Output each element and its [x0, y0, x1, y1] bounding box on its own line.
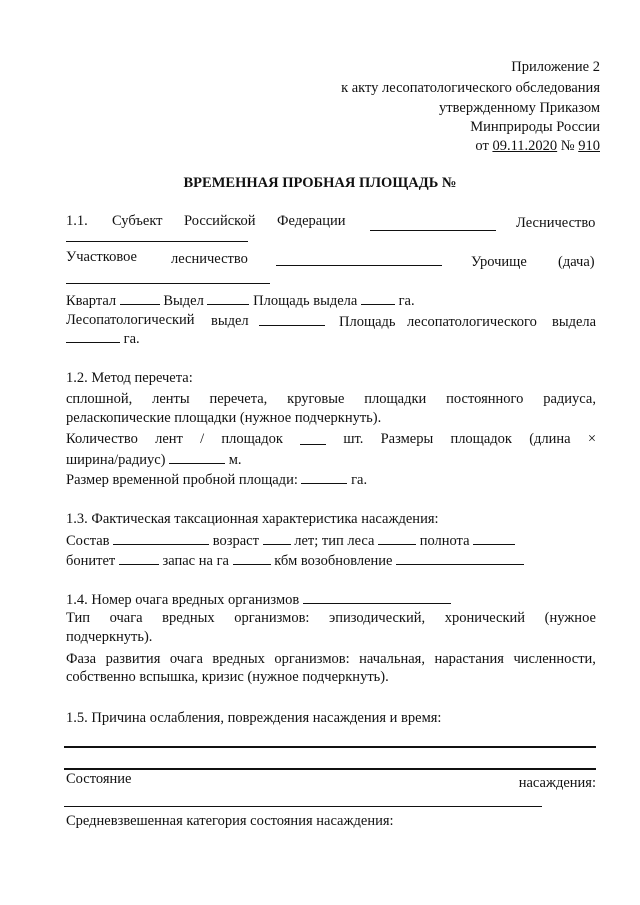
word: начальная, [359, 651, 425, 667]
header-date-line: от 09.11.2020 № 910 [475, 138, 600, 154]
word: возраст [212, 533, 259, 549]
phase-line-2: собственно вспышка, кризис (нужное подчеркнуть). [66, 669, 389, 685]
urochishche-blank[interactable] [66, 283, 270, 284]
word: Лесопатологический [66, 312, 195, 328]
word: га. [123, 331, 140, 347]
lpv-blank[interactable] [259, 325, 325, 326]
word: организмов: [234, 610, 310, 626]
count-line [66, 430, 596, 448]
state-blank[interactable] [64, 806, 542, 807]
kvartal-blank[interactable] [120, 290, 160, 305]
word: (дача) [558, 254, 595, 270]
word: эпизодический, [329, 610, 426, 626]
word: 1.4. Номер очага вредных организмов [66, 592, 300, 608]
word: численности, [513, 651, 596, 667]
focus-number-blank[interactable] [303, 589, 451, 604]
focus-number-line [66, 589, 451, 609]
word: бонитет [66, 553, 116, 569]
district-lesnichestvo-blank[interactable] [276, 265, 442, 266]
word: Количество [66, 431, 138, 447]
size-blank[interactable] [169, 449, 225, 464]
subject-blank[interactable] [370, 230, 496, 231]
word: выдел [211, 313, 249, 329]
word: полнота [419, 533, 470, 549]
word: (длина [529, 431, 571, 447]
word: вредных [162, 610, 215, 626]
word: перечета, [209, 391, 268, 407]
word: га. [351, 472, 368, 488]
word: постоянного [446, 391, 524, 407]
page-title: ВРЕМЕННАЯ ПРОБНАЯ ПЛОЩАДЬ № [183, 175, 457, 191]
word: Фаза [66, 651, 97, 667]
word: вредных [212, 651, 265, 667]
word: очага [109, 610, 143, 626]
word: Субъект [112, 213, 163, 229]
section-1-5-heading: 1.5. Причина ослабления, повреждения насаждения и время: [66, 710, 442, 726]
word: Размеры [380, 431, 434, 447]
word: Размер временной пробной площади: [66, 472, 298, 488]
word: га. [398, 293, 415, 309]
word: м. [228, 452, 242, 468]
videl-blank[interactable] [207, 290, 249, 305]
probe-size-blank[interactable] [301, 469, 347, 484]
cause-blank-2[interactable] [64, 768, 596, 770]
word: лент [155, 431, 183, 447]
header-number: 910 [578, 138, 600, 154]
word: лесопатологического [407, 314, 537, 330]
cause-blank-1[interactable] [64, 746, 596, 748]
word: хронический [444, 610, 526, 626]
word: Российской [184, 213, 256, 229]
word: Лесничество [516, 215, 596, 231]
probe-size-line [66, 469, 367, 489]
stock-blank[interactable] [233, 550, 271, 565]
lesnichestvo-blank[interactable] [66, 241, 248, 242]
word: площадки [364, 391, 427, 407]
section-1-1-number: 1.1. [66, 213, 88, 229]
header-appendix: Приложение 2 [511, 59, 600, 75]
lpv-area-blank[interactable] [66, 328, 120, 343]
word: ширина/радиус) [66, 452, 166, 468]
word: Федерации [277, 213, 346, 229]
word: Площадь [339, 314, 396, 330]
word: площадок [450, 431, 512, 447]
word: организмов: [274, 651, 350, 667]
count-blank[interactable] [300, 430, 326, 445]
section-1-3-heading: 1.3. Фактическая таксационная характеристика насаждения: [66, 511, 439, 527]
word: кбм возобновление [274, 553, 393, 569]
type-line [66, 609, 596, 627]
avg-category-label: Средневзвешенная категория состояния насаждения: [66, 813, 394, 829]
word: шт. [343, 431, 364, 447]
word: очага [169, 651, 203, 667]
word: Площадь выдела [253, 293, 358, 309]
word: Выдел [163, 293, 204, 309]
lpv-area-line [66, 328, 140, 348]
header-act: к акту лесопатологического обследования [341, 80, 600, 96]
phase-line [66, 650, 596, 668]
word: сплошной, [66, 391, 133, 407]
count-line-2 [66, 449, 242, 469]
word: лесничество [171, 251, 248, 267]
word: лет; тип леса [294, 533, 375, 549]
methods-line [66, 390, 596, 408]
word: круговые [287, 391, 345, 407]
word: выдела [552, 314, 597, 330]
area-blank[interactable] [361, 290, 395, 305]
word: Урочище [471, 254, 527, 270]
word: развития [105, 651, 161, 667]
state-label: Состояние [66, 771, 132, 787]
word: нарастания [434, 651, 504, 667]
composition-line [66, 530, 515, 550]
header-date: 09.11.2020 [492, 138, 558, 154]
age-blank[interactable] [263, 530, 291, 545]
bonitet-line [66, 550, 524, 570]
density-blank[interactable] [473, 530, 515, 545]
type-line-2: подчеркнуть). [66, 629, 153, 645]
word: × [587, 431, 596, 447]
section-1-2-heading: 1.2. Метод перечета: [66, 370, 193, 386]
header-approved: утвержденному Приказом [439, 100, 600, 116]
word: Тип [66, 610, 91, 626]
word: Состав [66, 533, 110, 549]
forest-type-blank[interactable] [378, 530, 416, 545]
word: (нужное [544, 610, 596, 626]
state-label-right: насаждения: [518, 775, 596, 791]
bonitet-blank[interactable] [119, 550, 159, 565]
word: запас на га [162, 553, 229, 569]
regeneration-blank[interactable] [396, 550, 524, 565]
word: / [200, 431, 205, 447]
kvartal-line [66, 290, 415, 310]
methods-line-2: реласкопические площадки (нужное подчеркнуть). [66, 410, 382, 426]
word: радиуса, [543, 391, 596, 407]
word: Участковое [66, 249, 137, 265]
composition-blank[interactable] [113, 530, 209, 545]
word: площадок [221, 431, 283, 447]
word: Квартал [66, 293, 117, 309]
header-ministry: Минприроды России [470, 119, 600, 135]
word: ленты [152, 391, 190, 407]
